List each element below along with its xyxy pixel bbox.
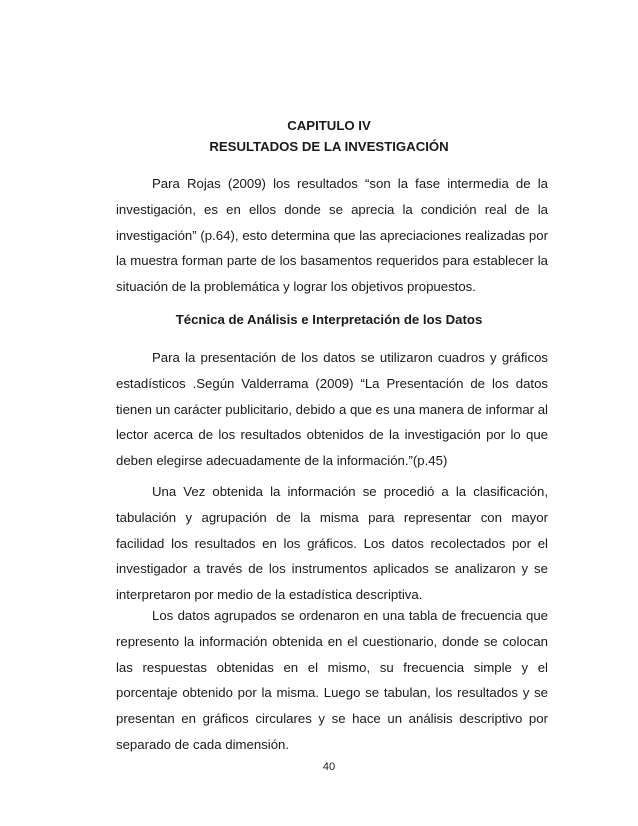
paragraph-results-definition: Para Rojas (2009) los resultados “son la fase intermedia de la investigación, es en ellos donde se aprecia la condición real de la investigación” (p.64), esto determina que las apreciaciones realizadas por la muestra forman parte de los basamentos requeridos para establecer la situación de la problemática y lograr los objetivos propuestos. [116, 176, 548, 295]
subsection-title: Técnica de Análisis e Interpretación de los Datos [175, 312, 483, 327]
paragraph-data-classification: Una Vez obtenida la información se procedió a la clasificación, tabulación y agrupación de la misma para representar con mayor facilidad los resultados en los gráficos. Los datos recolectados por el investigador a través de los instrumentos aplicados se analizaron y se interpretaron por medio de la estadística descriptiva. [116, 484, 548, 603]
chapter-title: CAPITULO IV [287, 118, 371, 133]
section-title: RESULTADOS DE LA INVESTIGACIÓN [209, 139, 449, 154]
page-number: 40 [322, 761, 336, 773]
paragraph-frequency-table: Los datos agrupados se ordenaron en una tabla de frecuencia que represento la información obtenida en el cuestionario, donde se colocan las respuestas obtenidas en el mismo, su frecuencia simple y el porcentaje obtenido por la misma. Luego se tabulan, los resultados y se presentan en gráficos circulares y se hace un análisis descriptivo por separado de cada dimensión. [116, 608, 548, 752]
paragraph-data-presentation: Para la presentación de los datos se utilizaron cuadros y gráficos estadísticos .Según Valderrama (2009) “La Presentación de los datos tienen un carácter publicitario, debido a que es una manera de informar al lector acerca de los resultados obtenidos de la investigación por lo que deben elegirse adecuadamente de la información.”(p.45) [116, 350, 548, 469]
